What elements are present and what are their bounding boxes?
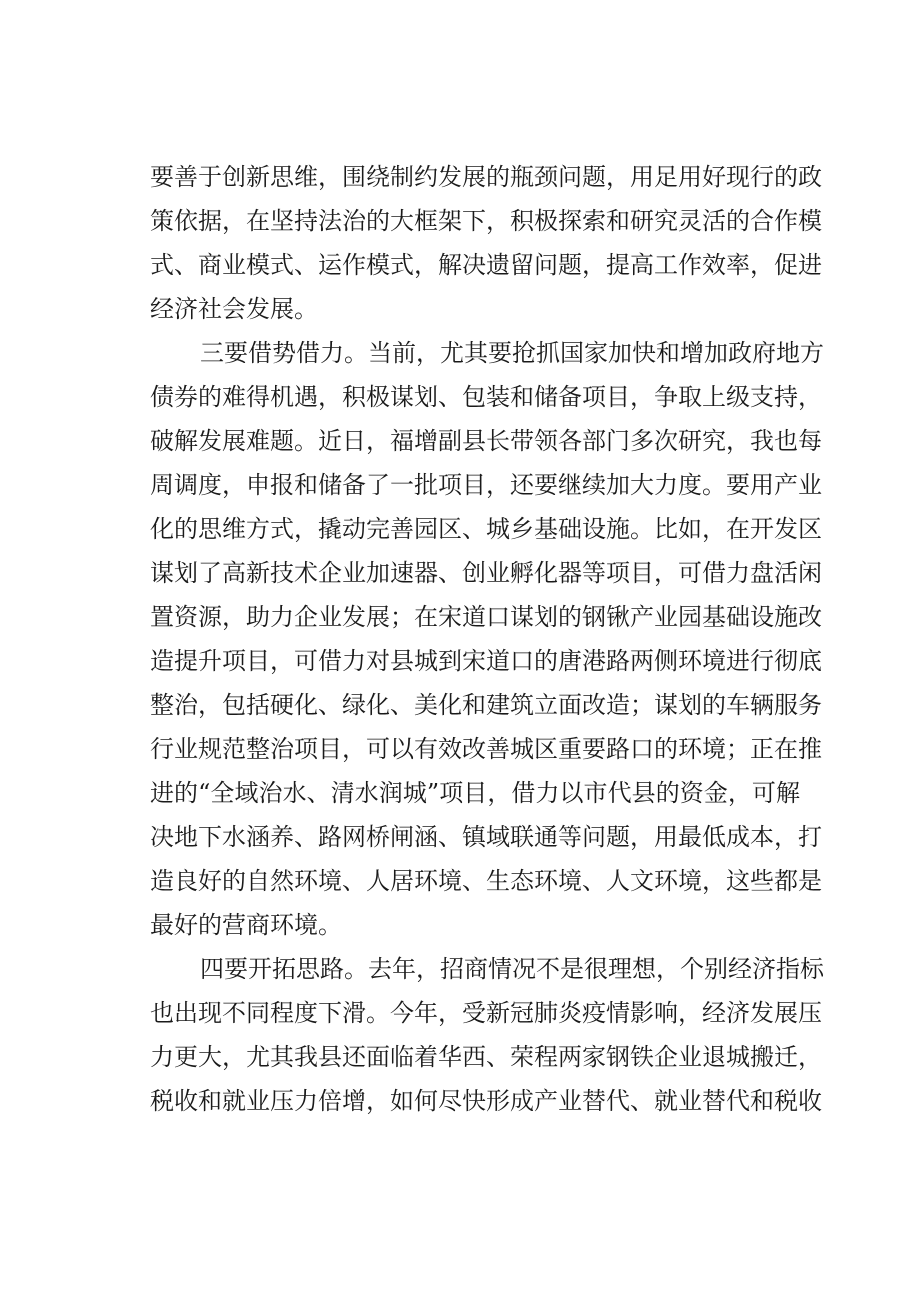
text-line: 周调度，申报和储备了一批项目，还要继续加大力度。要用产业 [150, 471, 822, 499]
text-line: 力更大，尤其我县还面临着华西、荣程两家钢铁企业退城搬迁， [150, 1043, 822, 1071]
text-line: 要善于创新思维，围绕制约发展的瓶颈问题，用足用好现行的政 [150, 163, 822, 191]
text-line: 决地下水涵养、路网桥闸涵、镇域联通等问题，用最低成本，打 [150, 823, 822, 851]
text-line: 谋划了高新技术企业加速器、创业孵化器等项目，可借力盘活闲 [150, 559, 822, 587]
text-line: 置资源，助力企业发展；在宋道口谋划的钢锹产业园基础设施改 [150, 603, 822, 631]
text-line: 最好的营商环境。 [150, 911, 342, 939]
text-line: 进的“全域治水、清水润城”项目，借力以市代县的资金，可解 [150, 779, 800, 807]
text-line: 破解发展难题。近日，福增副县长带领各部门多次研究，我也每 [150, 427, 822, 455]
text-line: 化的思维方式，撬动完善园区、城乡基础设施。比如，在开发区 [150, 515, 822, 543]
text-line: 经济社会发展。 [150, 295, 318, 323]
paragraph-heading-line: 三要借势借力。当前，尤其要抢抓国家加快和增加政府地方 [200, 339, 824, 367]
text-line: 策依据，在坚持法治的大框架下，积极探索和研究灵活的合作模 [150, 207, 822, 235]
text-line: 造良好的自然环境、人居环境、生态环境、人文环境，这些都是 [150, 867, 822, 895]
text-line: 整治，包括硬化、绿化、美化和建筑立面改造；谋划的车辆服务 [150, 691, 822, 719]
text-line: 债券的难得机遇，积极谋划、包装和储备项目，争取上级支持， [150, 383, 822, 411]
text-line: 也出现不同程度下滑。今年，受新冠肺炎疫情影响，经济发展压 [150, 999, 822, 1027]
text-line: 税收和就业压力倍增，如何尽快形成产业替代、就业替代和税收 [150, 1087, 822, 1115]
text-line: 行业规范整治项目，可以有效改善城区重要路口的环境；正在推 [150, 735, 822, 763]
paragraph-heading-line: 四要开拓思路。去年，招商情况不是很理想，个别经济指标 [200, 955, 824, 983]
text-line: 造提升项目，可借力对县城到宋道口的唐港路两侧环境进行彻底 [150, 647, 822, 675]
text-line: 式、商业模式、运作模式，解决遗留问题，提高工作效率，促进 [150, 251, 822, 279]
